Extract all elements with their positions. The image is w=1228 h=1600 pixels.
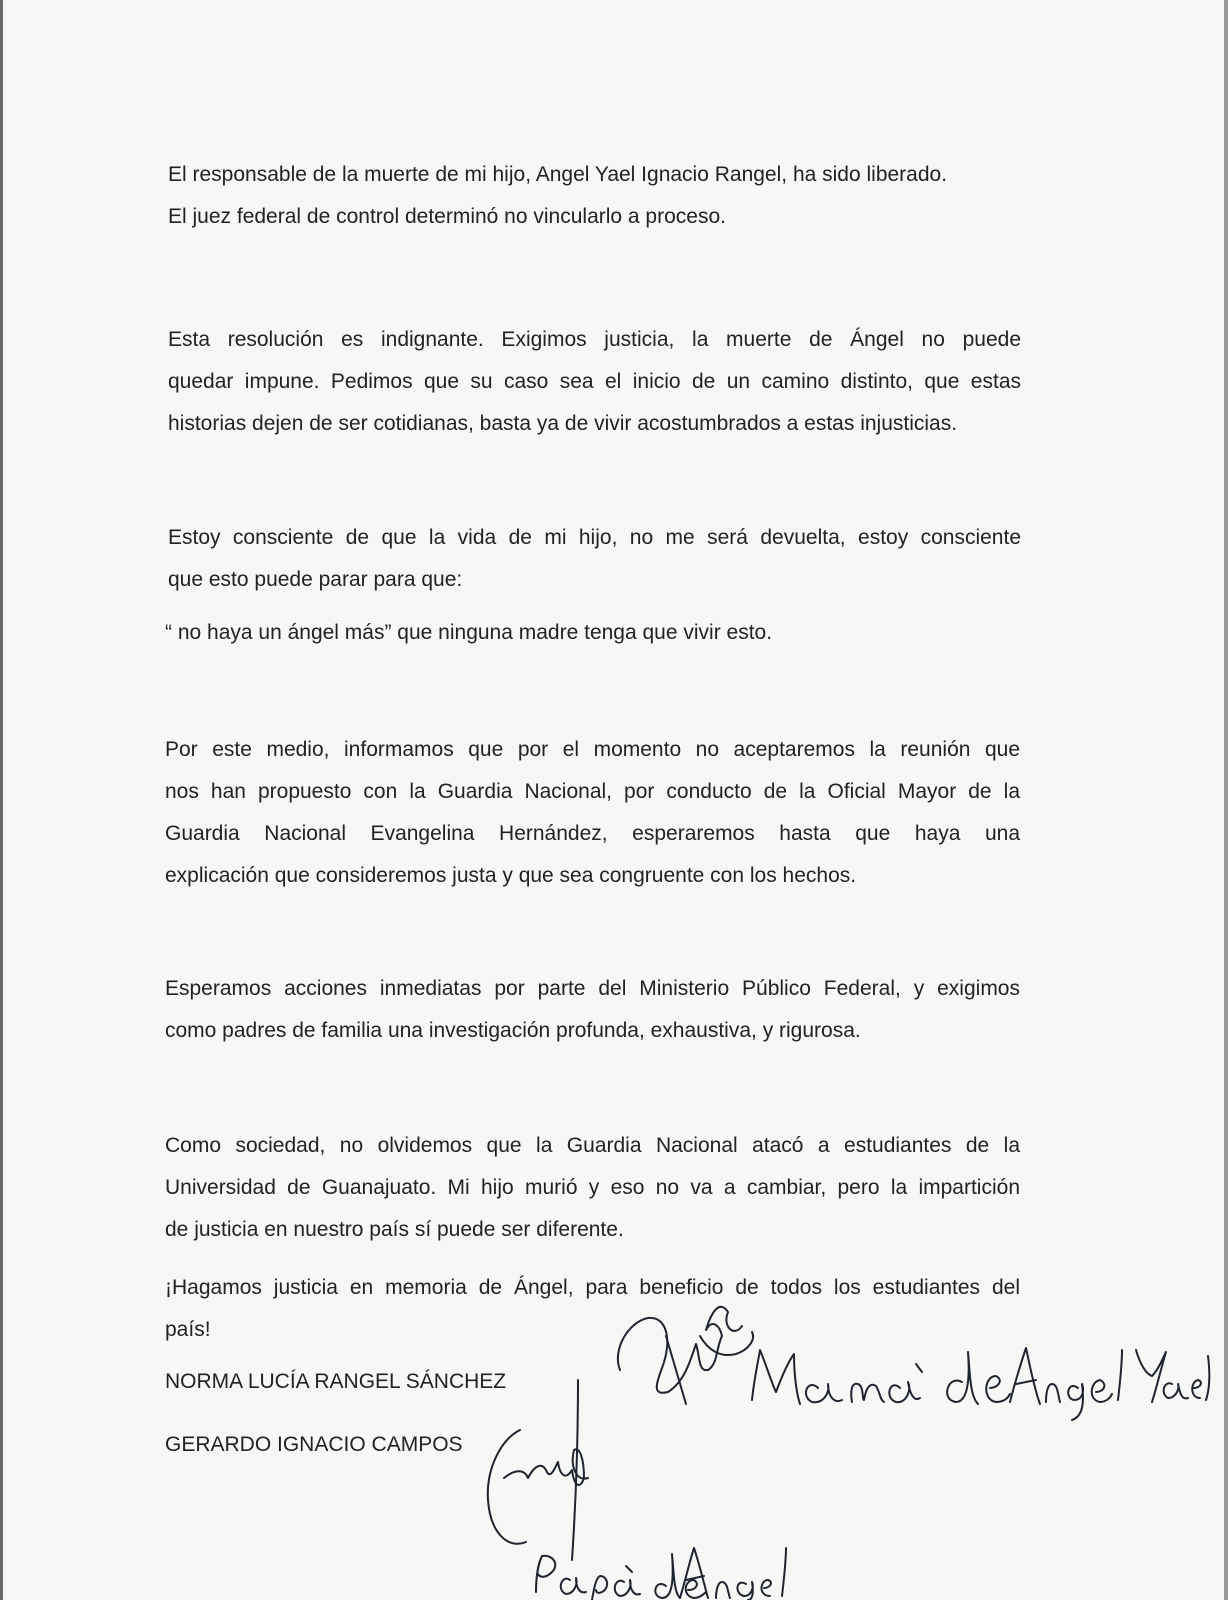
mother-signature: [618, 1307, 753, 1404]
father-handwritten-note: [536, 1548, 786, 1600]
text-line: como padres de familia una investigación profunda, exhaustiva, y rigurosa.: [165, 1019, 861, 1042]
mother-handwritten-note: [752, 1348, 1209, 1420]
text-line: quedar impune. Pedimos que su caso sea el inicio de un camino distinto, que estas: [168, 370, 1021, 393]
text-line: ¡Hagamos justicia en memoria de Ángel, para beneficio de todos los estudiantes del: [165, 1276, 1020, 1299]
text-line: “ no haya un ángel más” que ninguna madre tenga que vivir esto.: [165, 621, 773, 644]
text-line: El responsable de la muerte de mi hijo, Angel Yael Ignacio Rangel, ha sido liberado.: [168, 163, 948, 186]
text-line: Esta resolución es indignante. Exigimos justicia, la muerte de Ángel no puede: [168, 328, 1021, 351]
text-line: Como sociedad, no olvidemos que la Guardia Nacional atacó a estudiantes de la: [165, 1134, 1020, 1157]
text-line: nos han propuesto con la Guardia Nacional, por conducto de la Oficial Mayor de la: [165, 780, 1020, 803]
text-line: explicación que consideremos justa y que sea congruente con los hechos.: [165, 864, 857, 887]
signatory-father-name: GERARDO IGNACIO CAMPOS: [165, 1433, 463, 1456]
signatory-mother-name: NORMA LUCÍA RANGEL SÁNCHEZ: [165, 1370, 507, 1393]
text-line: que esto puede parar para que:: [168, 568, 463, 591]
text-line: de justicia en nuestro país sí puede ser diferente.: [165, 1218, 624, 1241]
text-line: El juez federal de control determinó no vincularlo a proceso.: [168, 205, 726, 228]
text-line: Por este medio, informamos que por el momento no aceptaremos la reunión que: [165, 738, 1020, 761]
text-line: Guardia Nacional Evangelina Hernández, esperaremos hasta que haya una: [165, 822, 1020, 845]
text-line: Estoy consciente de que la vida de mi hijo, no me será devuelta, estoy consciente: [168, 526, 1021, 549]
text-line: historias dejen de ser cotidianas, basta ya de vivir acostumbrados a estas injusticias.: [168, 412, 958, 435]
text-line: Esperamos acciones inmediatas por parte del Ministerio Público Federal, y exigimos: [165, 977, 1020, 1000]
text-line: Universidad de Guanajuato. Mi hijo murió y eso no va a cambiar, pero la impartición: [165, 1176, 1020, 1199]
text-line: país!: [165, 1318, 211, 1341]
father-signature: [488, 1380, 588, 1560]
